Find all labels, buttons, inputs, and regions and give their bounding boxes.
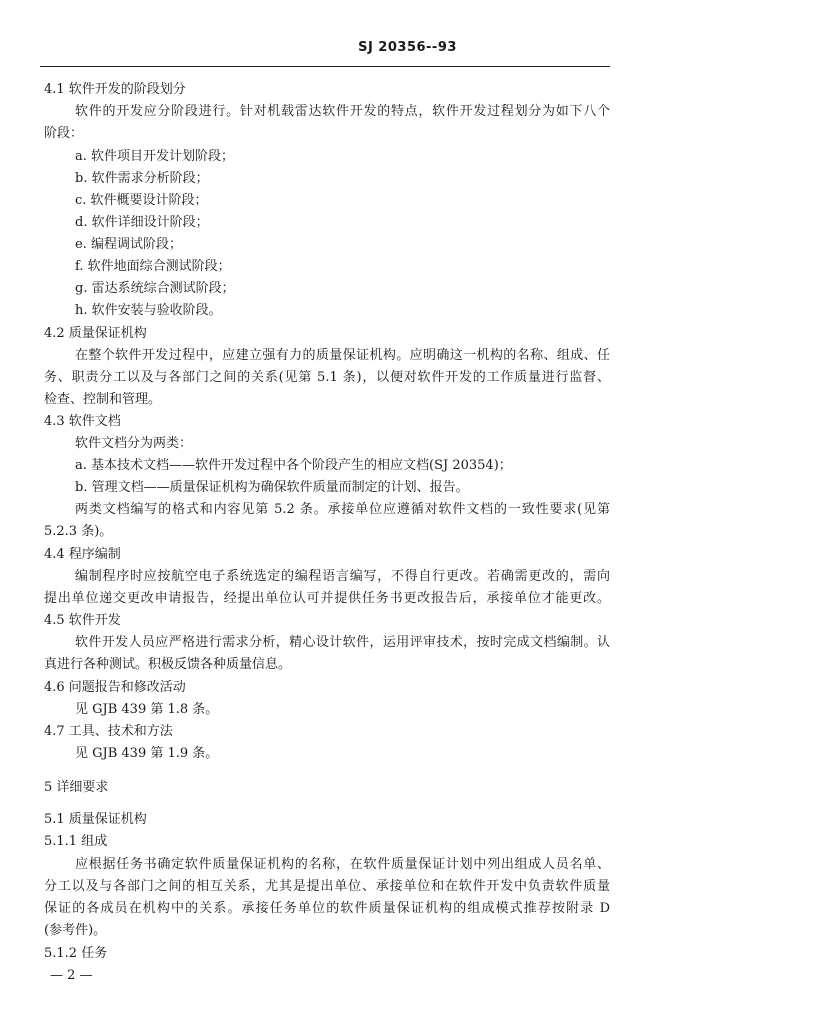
heading-4-3: 4.3 软件文档	[44, 414, 121, 429]
heading-4-2: 4.2 质量保证机构	[44, 326, 147, 341]
list-item: a. 软件项目开发计划阶段；	[75, 149, 235, 164]
paragraph-line: 在整个软件开发过程中，应建立强有力的质量保证机构。应明确这一机构的名称、组成、任	[75, 348, 610, 363]
paragraph-line: 软件文档分为两类：	[75, 436, 193, 451]
paragraph-line: 分工以及与各部门之间的相互关系，尤其是提出单位、承接单位和在软件开发中负责软件质量	[44, 879, 610, 894]
heading-5-1-2: 5.1.2 任务	[44, 946, 108, 961]
paragraph-line: 阶段：	[44, 126, 84, 141]
list-item: b. 管理文档——质量保证机构为确保软件质量而制定的计划、报告。	[75, 480, 469, 495]
heading-4-5: 4.5 软件开发	[44, 613, 121, 628]
document-header: SJ 20356--93	[358, 40, 457, 55]
paragraph-line: 见 GJB 439 第 1.8 条。	[75, 702, 219, 717]
paragraph-line: 编制程序时应按航空电子系统选定的编程语言编写，不得自行更改。若确需更改的，需向	[75, 569, 610, 584]
heading-4-4: 4.4 程序编制	[44, 547, 121, 562]
paragraph-line: 软件的开发应分阶段进行。针对机载雷达软件开发的特点，软件开发过程划分为如下八个	[75, 104, 610, 119]
page-number: — 2 —	[50, 968, 93, 983]
paragraph-line: 软件开发人员应严格进行需求分析，精心设计软件，运用评审技术，按时完成文档编制。认	[75, 635, 610, 650]
paragraph-line: 务、职责分工以及与各部门之间的关系(见第 5.1 条)，以便对软件开发的工作质量进行监督、	[44, 370, 610, 385]
paragraph-line: 真进行各种测试。积极反馈各种质量信息。	[44, 657, 292, 672]
list-item: a. 基本技术文档——软件开发过程中各个阶段产生的相应文档(SJ 20354)；	[75, 458, 512, 473]
list-item: d. 软件详细设计阶段；	[75, 215, 209, 230]
header-rule	[40, 66, 610, 67]
paragraph-line: (参考件)。	[44, 923, 107, 938]
paragraph-line: 保证的各成员在机构中的关系。承接任务单位的软件质量保证机构的组成模式推荐按附录 D	[44, 901, 610, 916]
paragraph-line: 提出单位递交更改申请报告，经提出单位认可并提供任务书更改报告后，承接单位才能更改。	[44, 591, 610, 606]
list-item: b. 软件需求分析阶段；	[75, 171, 209, 186]
paragraph-line: 见 GJB 439 第 1.9 条。	[75, 746, 219, 761]
list-item: e. 编程调试阶段；	[75, 237, 182, 252]
list-item: h. 软件安装与验收阶段。	[75, 303, 222, 318]
heading-4-7: 4.7 工具、技术和方法	[44, 724, 173, 739]
heading-4-1: 4.1 软件开发的阶段划分	[44, 82, 186, 97]
heading-5-1-1: 5.1.1 组成	[44, 834, 108, 849]
paragraph-line: 应根据任务书确定软件质量保证机构的名称，在软件质量保证计划中列出组成人员名单、	[75, 857, 610, 872]
paragraph-line: 5.2.3 条)。	[44, 524, 113, 539]
paragraph-line: 检查、控制和管理。	[44, 392, 162, 407]
list-item: c. 软件概要设计阶段；	[75, 193, 208, 208]
list-item: g. 雷达系统综合测试阶段；	[75, 281, 235, 296]
heading-5: 5 详细要求	[44, 780, 109, 795]
list-item: f. 软件地面综合测试阶段；	[75, 259, 231, 274]
heading-4-6: 4.6 问题报告和修改活动	[44, 680, 186, 695]
heading-5-1: 5.1 质量保证机构	[44, 812, 147, 827]
paragraph-line: 两类文档编写的格式和内容见第 5.2 条。承接单位应遵循对软件文档的一致性要求(见第	[75, 502, 610, 517]
